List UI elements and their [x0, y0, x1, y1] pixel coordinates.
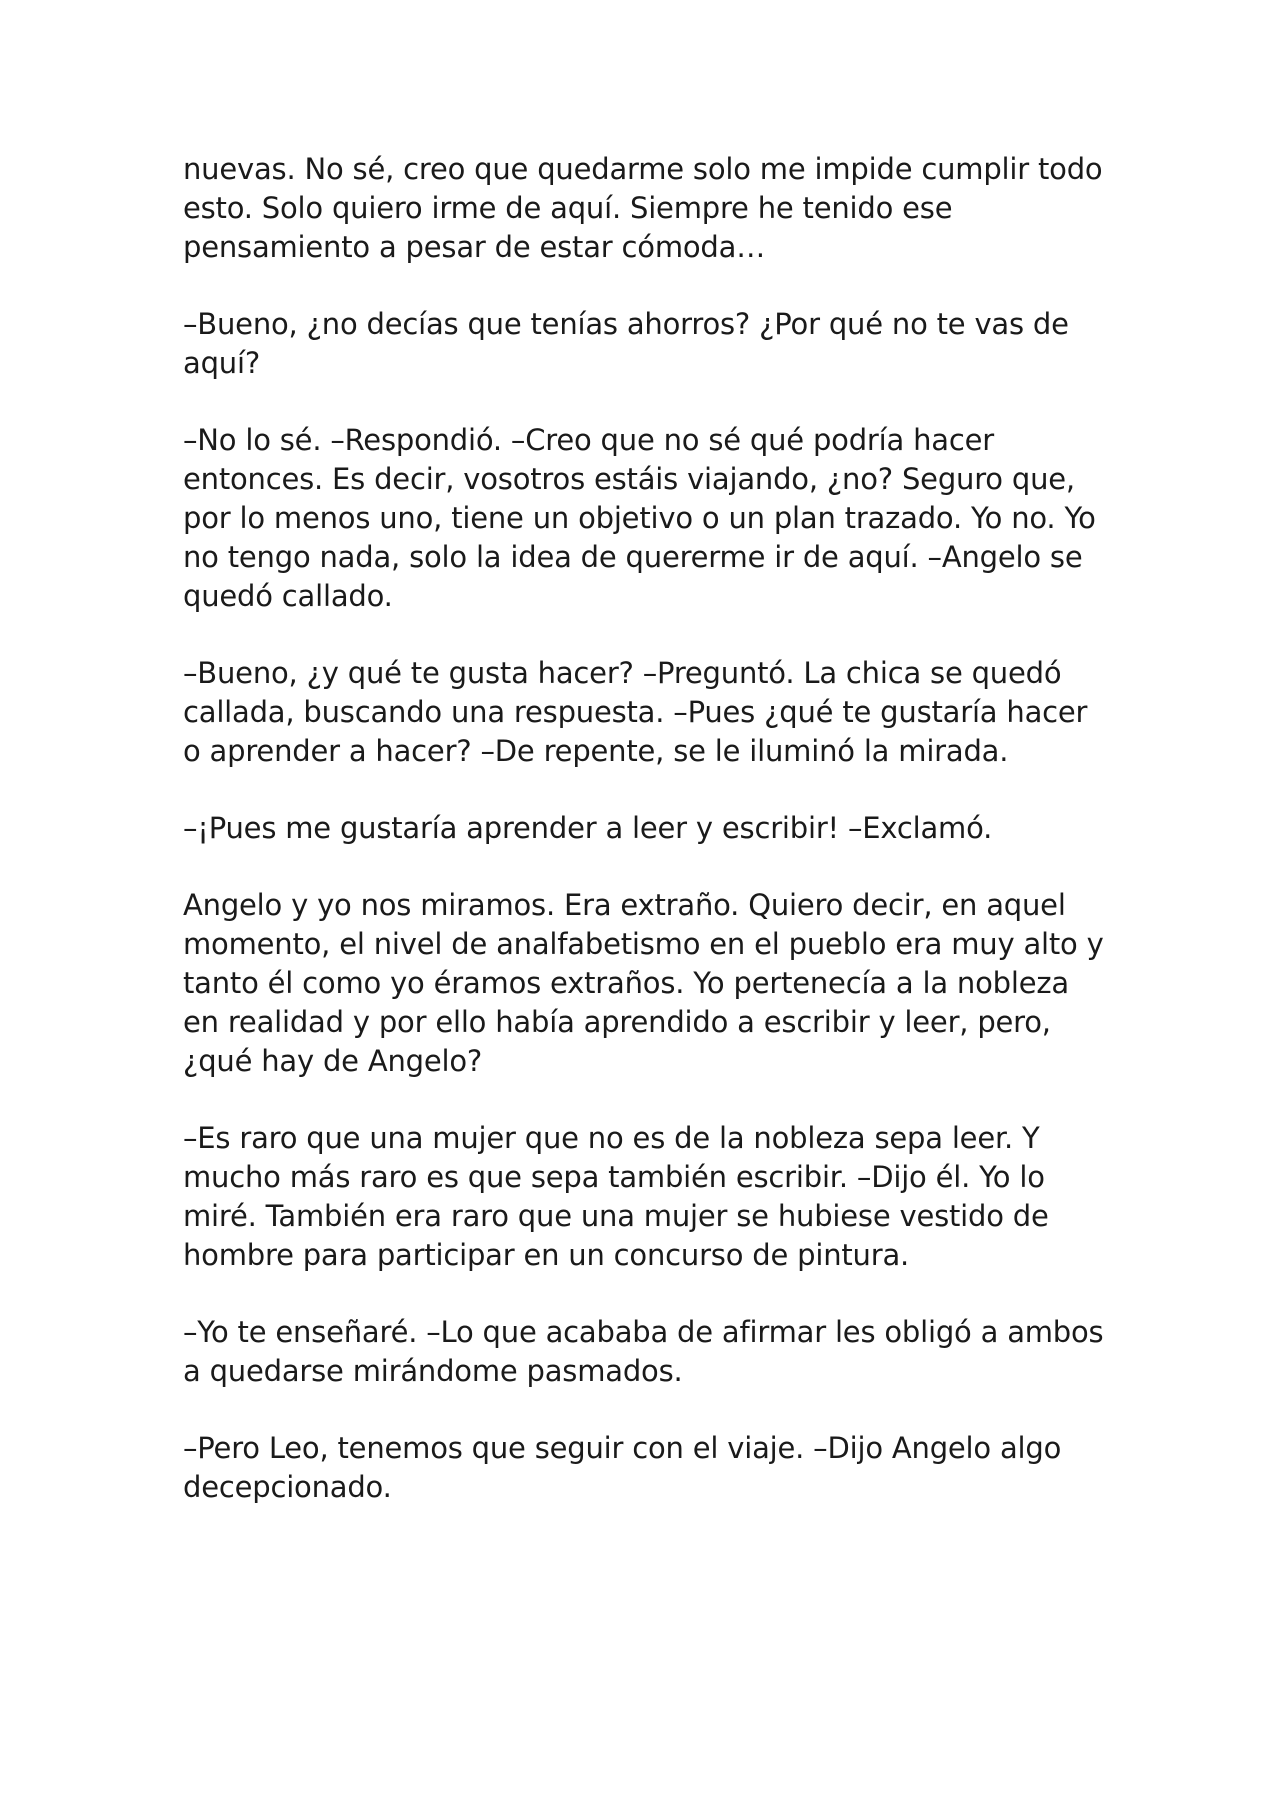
- paragraph-9: –Pero Leo, tenemos que seguir con el viaje. –Dijo Angelo algo decepcionado.: [183, 1431, 1062, 1504]
- paragraph-8: –Yo te enseñaré. –Lo que acababa de afirmar les obligó a ambos a quedarse mirándome pasmados.: [183, 1315, 1104, 1388]
- paragraph-6: Angelo y yo nos miramos. Era extraño. Quiero decir, en aquel momento, el nivel de analfabetismo en el pueblo era muy alto y tanto él como yo éramos extraños. Yo pertenecía a la nobleza en realidad y por ello había aprendido a escribir y leer, pero, ¿qué hay de Angelo?: [183, 888, 1104, 1078]
- paragraph-4: –Bueno, ¿y qué te gusta hacer? –Preguntó. La chica se quedó callada, buscando una respuesta. –Pues ¿qué te gustaría hacer o aprender a hacer? –De repente, se le iluminó la mirada.: [183, 656, 1088, 768]
- paragraph-3: –No lo sé. –Respondió. –Creo que no sé qué podría hacer entonces. Es decir, vosotros estáis viajando, ¿no? Seguro que, por lo menos uno, tiene un objetivo o un plan trazado. Yo no. Yo no tengo nada, solo la idea de quererme ir de aquí. –Angelo se quedó callado.: [183, 423, 1096, 613]
- body-text: [183, 150, 1108, 1545]
- paragraph-2: –Bueno, ¿no decías que tenías ahorros? ¿Por qué no te vas de aquí?: [183, 307, 1069, 380]
- paragraph-5: –¡Pues me gustaría aprender a leer y escribir! –Exclamó.: [183, 811, 993, 845]
- paragraph-1: nuevas. No sé, creo que quedarme solo me impide cumplir todo esto. Solo quiero irme de aquí. Siempre he tenido ese pensamiento a pesar de estar cómoda…: [183, 152, 1103, 264]
- paragraph-7: –Es raro que una mujer que no es de la nobleza sepa leer. Y mucho más raro es que sepa también escribir. –Dijo él. Yo lo miré. También era raro que una mujer se hubiese vestido de hombre para participar en un concurso de pintura.: [183, 1121, 1049, 1272]
